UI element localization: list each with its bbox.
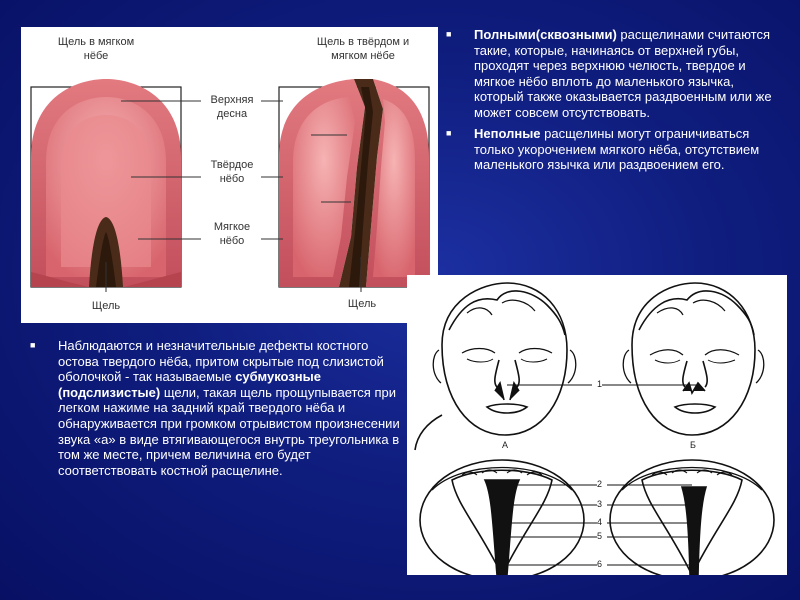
text-submucous-before: Наблюдаются и незначительные дефекты костного остова твердого нёба, притом скрытые под слизистой оболочкой - так называемые bbox=[58, 338, 384, 385]
bullet-incomplete-cleft bbox=[446, 126, 786, 173]
label-cleft-left: Щель bbox=[91, 300, 121, 312]
left-palate bbox=[31, 79, 181, 287]
label-num-2: 2 bbox=[597, 479, 603, 489]
bullet-icon: ■ bbox=[446, 128, 452, 138]
mouth-a bbox=[420, 460, 584, 575]
face-drawing bbox=[407, 275, 787, 575]
text-complete: расщелинами считаются такие, которые, начинаясь от верхней губы, проходят через верхнюю челюсть, твердое и мягкое нёбо вплоть до маленького язычка, который также оказывается раздвоенным или же может совсем отсутствовать. bbox=[474, 27, 772, 120]
label-num-5: 5 bbox=[597, 531, 603, 541]
submucous-cleft-text bbox=[30, 338, 402, 484]
text-submucous-after: щели, такая щель прощупывается при легком нажиме на задний край твердого нёба и обнаруживается при громком отрывистом произнесении звука «а» в виде втягивающегося внутрь треугольника в том же месте, причем величина его будет соответствовать костной расщелине. bbox=[58, 384, 400, 478]
text-incomplete: расщелины могут ограничиваться только укорочением мягкого нёба, отсутствием маленького язычка или раздвоением его. bbox=[474, 126, 760, 172]
label-face-a: А bbox=[502, 440, 509, 450]
label-soft-cleft: Щель в мягком нёбе bbox=[57, 36, 135, 62]
bullet-icon: ■ bbox=[446, 29, 452, 39]
term-submucous: субмукозные (подслизистые) bbox=[58, 369, 321, 400]
label-num-6: 6 bbox=[597, 559, 603, 569]
label-hard-palate: Твёрдое нёбо bbox=[210, 159, 254, 185]
label-num-1: 1 bbox=[597, 379, 603, 389]
label-hard-soft-cleft: Щель в твёрдом и мягком нёбе bbox=[316, 36, 410, 62]
face-cleft-illustration bbox=[407, 275, 787, 575]
right-palate bbox=[279, 79, 429, 287]
face-a bbox=[415, 283, 576, 450]
label-soft-palate: Мягкое нёбо bbox=[213, 221, 251, 247]
label-num-4: 4 bbox=[597, 517, 603, 527]
label-upper-gum: Верхняя десна bbox=[210, 94, 254, 120]
bullet-icon: ■ bbox=[30, 340, 36, 350]
term-incomplete: Неполные bbox=[474, 126, 541, 141]
face-b bbox=[623, 283, 764, 435]
bullet-complete-cleft bbox=[446, 27, 786, 120]
label-cleft-right: Щель bbox=[347, 298, 377, 310]
cleft-types-text bbox=[446, 27, 786, 179]
term-complete: Полными(сквозными) bbox=[474, 27, 617, 42]
label-face-b: Б bbox=[690, 440, 696, 450]
mouth-b bbox=[610, 460, 774, 575]
label-num-3: 3 bbox=[597, 499, 603, 509]
bullet-submucous bbox=[30, 338, 402, 478]
palate-cleft-illustration bbox=[21, 27, 438, 323]
